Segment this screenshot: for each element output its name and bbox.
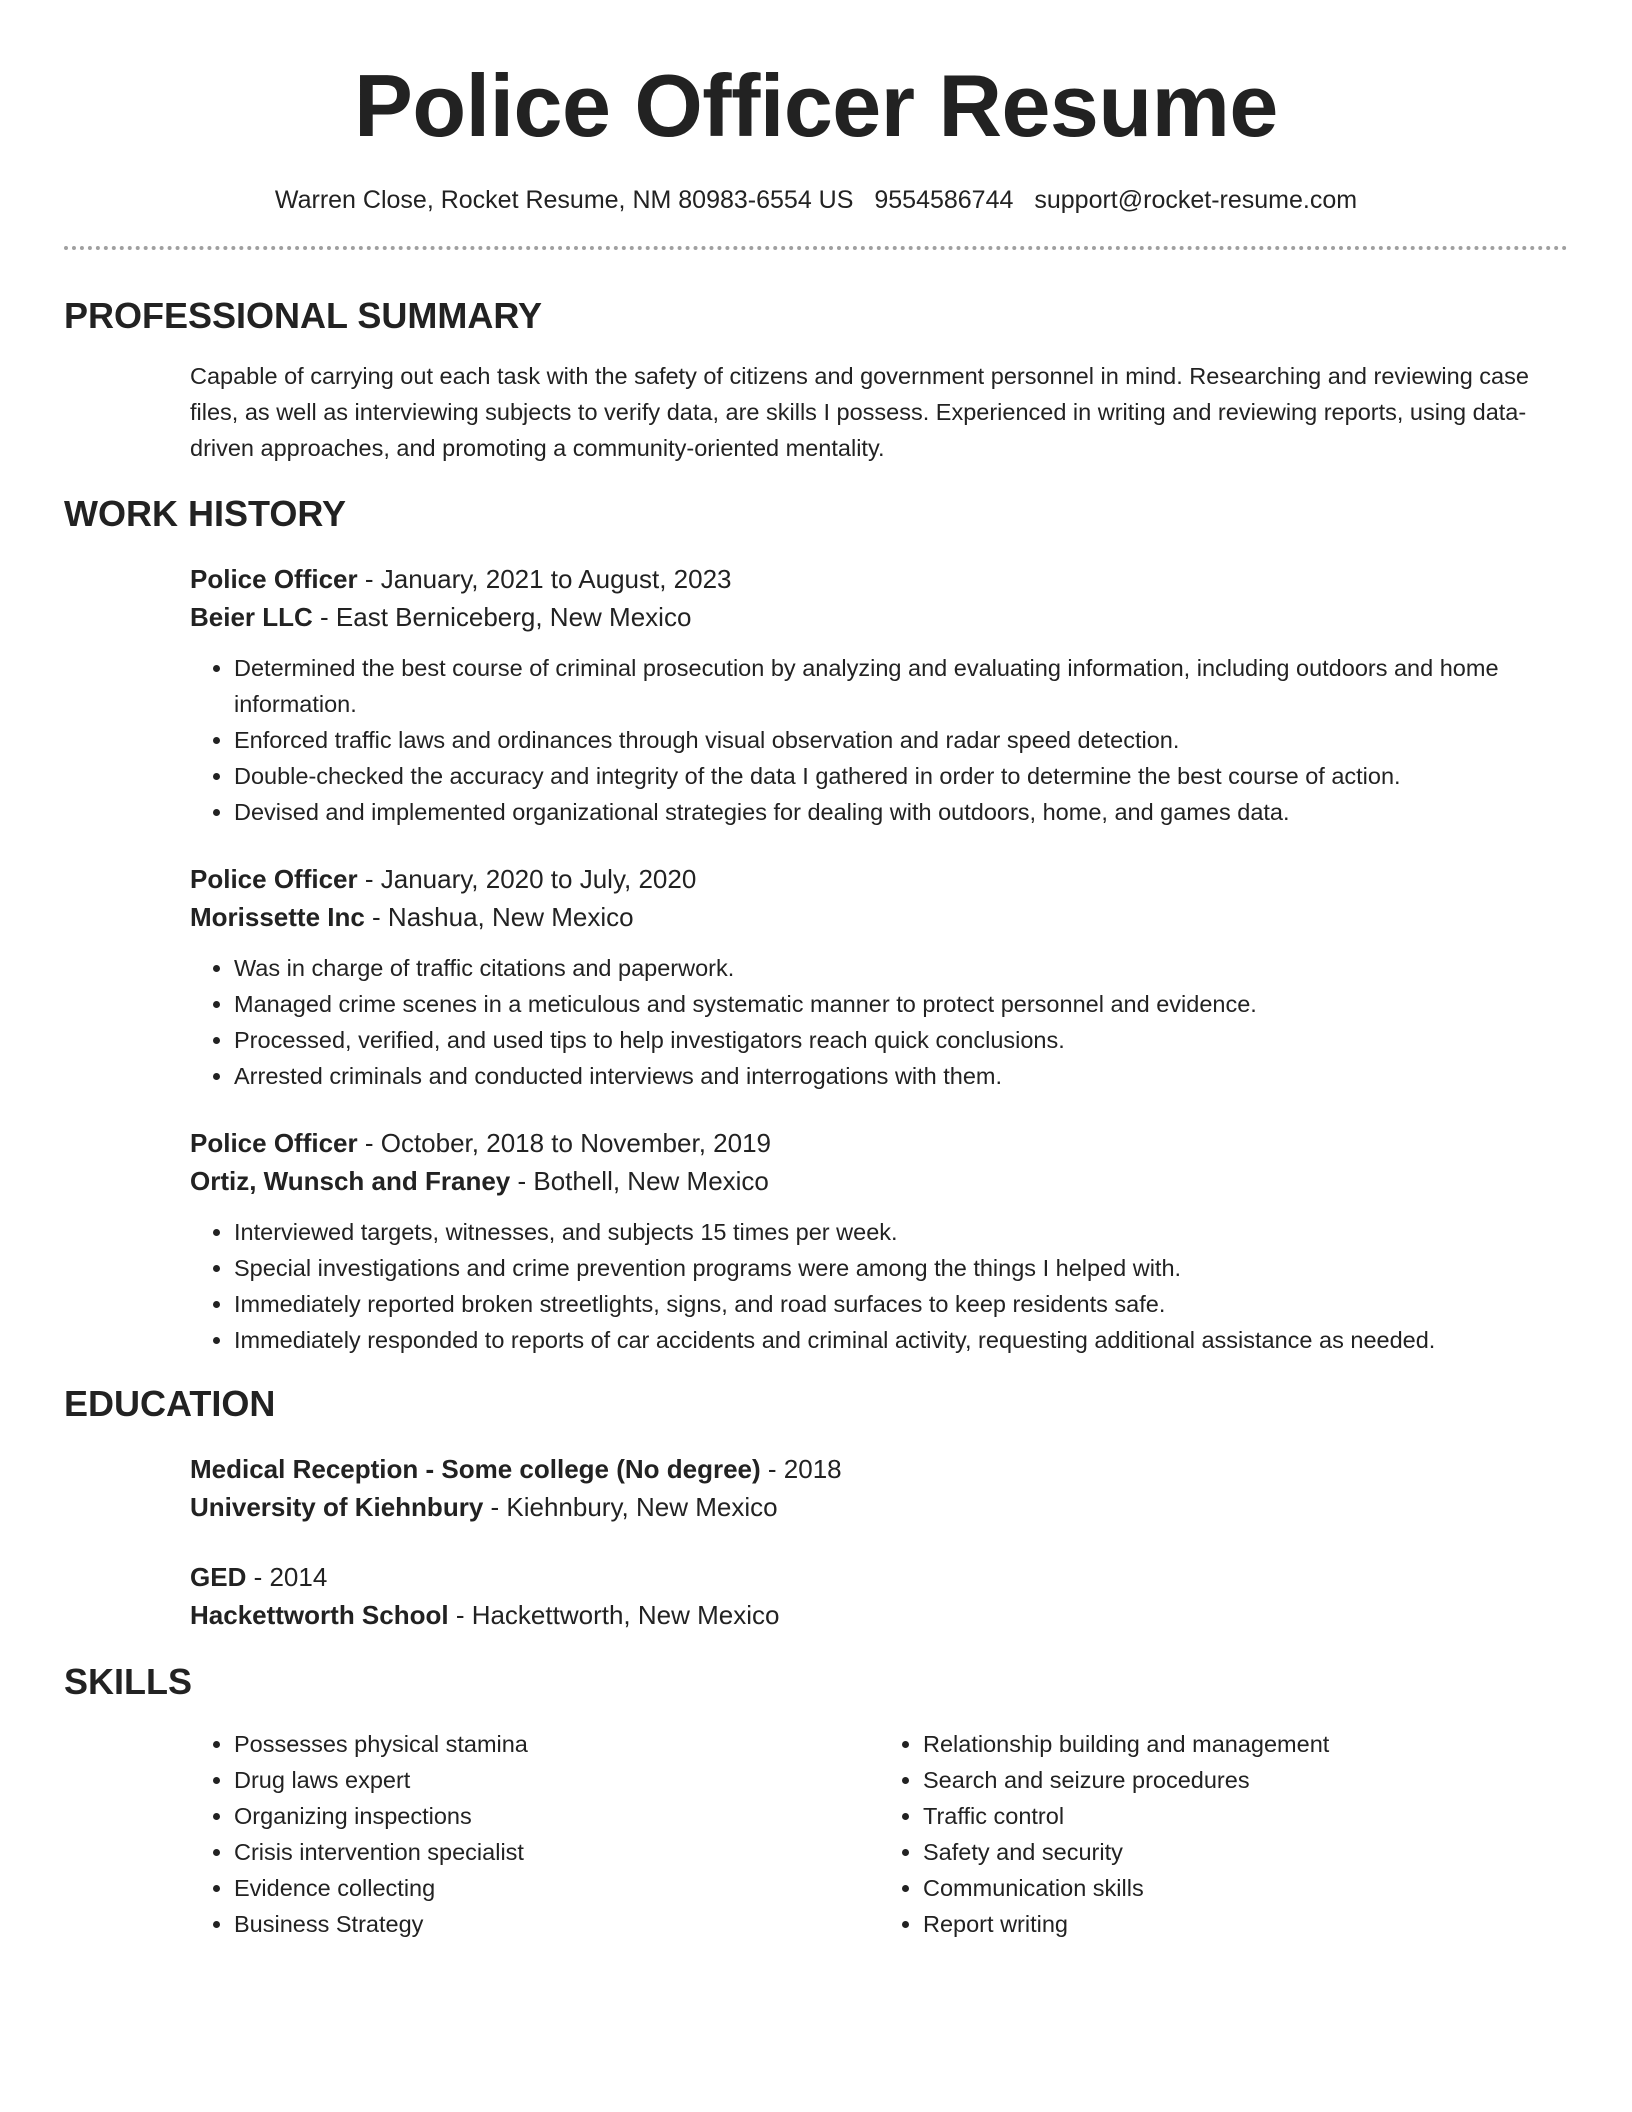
- list-item: • Crisis intervention specialist: [234, 1834, 879, 1870]
- education-school: Hackettworth School: [190, 1600, 449, 1630]
- contact-address: Warren Close, Rocket Resume, NM 80983-6554 US: [274, 186, 854, 214]
- list-item: • Search and seizure procedures: [923, 1762, 1568, 1798]
- education-entry: [190, 1558, 1568, 1634]
- job-bullets: [190, 950, 1568, 1094]
- list-item: • Special investigations and crime prevention programs were among the things I helped with.: [234, 1250, 1568, 1286]
- job-location: - Nashua, New Mexico: [364, 902, 634, 932]
- job-company: Beier LLC: [190, 602, 313, 632]
- list-item: • Traffic control: [923, 1798, 1568, 1834]
- job-bullets: [190, 1214, 1568, 1358]
- contact-email: support@rocket-resume.com: [1034, 186, 1358, 214]
- job-entry: [190, 560, 1568, 830]
- list-item: • Interviewed targets, witnesses, and subjects 15 times per week.: [234, 1214, 1568, 1250]
- list-item: • Immediately responded to reports of car accidents and criminal activity, requesting additional assistance as needed.: [234, 1322, 1568, 1358]
- list-item: • Drug laws expert: [234, 1762, 879, 1798]
- work-history-heading: WORK HISTORY: [64, 493, 347, 534]
- list-item: • Communication skills: [923, 1870, 1568, 1906]
- skills-list-left: [190, 1726, 879, 1942]
- list-item: • Determined the best course of criminal prosecution by analyzing and evaluating information, including outdoors and home information.: [234, 650, 1568, 722]
- summary-section: [64, 294, 1568, 466]
- list-item: • Arrested criminals and conducted interviews and interrogations with them.: [234, 1058, 1568, 1094]
- list-item: • Business Strategy: [234, 1906, 879, 1942]
- page-title: Police Officer Resume: [354, 56, 1278, 155]
- summary-text: Capable of carrying out each task with the safety of citizens and government personnel in mind. Researching and reviewing case files, as well as interviewing subjects to verify data, are skills I possess. Experienced in writing and reviewing reports, using data-driven approaches, and promoting a community-oriented mentality.: [190, 363, 1529, 461]
- work-history-section: [64, 492, 1568, 1358]
- education-section: [64, 1382, 1568, 1634]
- education-school: University of Kiehnbury: [190, 1492, 484, 1522]
- job-company-line: [190, 1162, 1568, 1200]
- job-location: - East Berniceberg, New Mexico: [312, 602, 692, 632]
- education-entry: [190, 1450, 1568, 1526]
- job-dates: - October, 2018 to November, 2019: [357, 1128, 771, 1158]
- job-title-line: [190, 860, 1568, 898]
- education-degree: GED: [190, 1562, 247, 1592]
- list-item: • Immediately reported broken streetlights, signs, and road surfaces to keep residents safe.: [234, 1286, 1568, 1322]
- education-location: - Hackettworth, New Mexico: [448, 1600, 780, 1630]
- job-company-line: [190, 898, 1568, 936]
- education-degree-line: [190, 1450, 1568, 1488]
- job-title-line: [190, 560, 1568, 598]
- contact-phone: 9554586744: [874, 186, 1014, 214]
- skills-heading: SKILLS: [64, 1661, 193, 1702]
- list-item: • Possesses physical stamina: [234, 1726, 879, 1762]
- list-item: • Relationship building and management: [923, 1726, 1568, 1762]
- job-title: Police Officer: [190, 1128, 358, 1158]
- list-item: • Report writing: [923, 1906, 1568, 1942]
- list-item: • Enforced traffic laws and ordinances through visual observation and radar speed detection.: [234, 722, 1568, 758]
- job-entry: [190, 1124, 1568, 1358]
- list-item: • Processed, verified, and used tips to help investigators reach quick conclusions.: [234, 1022, 1568, 1058]
- job-company: Morissette Inc: [190, 902, 365, 932]
- skills-list-right: [879, 1726, 1568, 1942]
- skills-section: [64, 1660, 1568, 1942]
- education-location: - Kiehnbury, New Mexico: [483, 1492, 778, 1522]
- job-dates: - January, 2021 to August, 2023: [357, 564, 732, 594]
- education-degree: Medical Reception - Some college (No degree): [190, 1454, 761, 1484]
- contact-line: [64, 184, 1568, 216]
- education-school-line: [190, 1596, 1568, 1634]
- list-item: • Managed crime scenes in a meticulous and systematic manner to protect personnel and evidence.: [234, 986, 1568, 1022]
- job-title: Police Officer: [190, 564, 358, 594]
- education-school-line: [190, 1488, 1568, 1526]
- header-divider: [64, 246, 1568, 250]
- job-company: Ortiz, Wunsch and Franey: [190, 1166, 511, 1196]
- education-year: - 2018: [760, 1454, 842, 1484]
- list-item: • Was in charge of traffic citations and paperwork.: [234, 950, 1568, 986]
- job-location: - Bothell, New Mexico: [510, 1166, 769, 1196]
- job-title-line: [190, 1124, 1568, 1162]
- job-dates: - January, 2020 to July, 2020: [357, 864, 697, 894]
- skills-grid: [190, 1726, 1568, 1942]
- summary-heading: PROFESSIONAL SUMMARY: [64, 295, 543, 336]
- job-company-line: [190, 598, 1568, 636]
- job-bullets: [190, 650, 1568, 830]
- list-item: • Evidence collecting: [234, 1870, 879, 1906]
- education-year: - 2014: [246, 1562, 328, 1592]
- education-heading: EDUCATION: [64, 1383, 276, 1424]
- job-entry: [190, 860, 1568, 1094]
- education-degree-line: [190, 1558, 1568, 1596]
- list-item: • Devised and implemented organizational strategies for dealing with outdoors, home, and games data.: [234, 794, 1568, 830]
- list-item: • Safety and security: [923, 1834, 1568, 1870]
- job-title: Police Officer: [190, 864, 358, 894]
- list-item: • Organizing inspections: [234, 1798, 879, 1834]
- list-item: • Double-checked the accuracy and integrity of the data I gathered in order to determine the best course of action.: [234, 758, 1568, 794]
